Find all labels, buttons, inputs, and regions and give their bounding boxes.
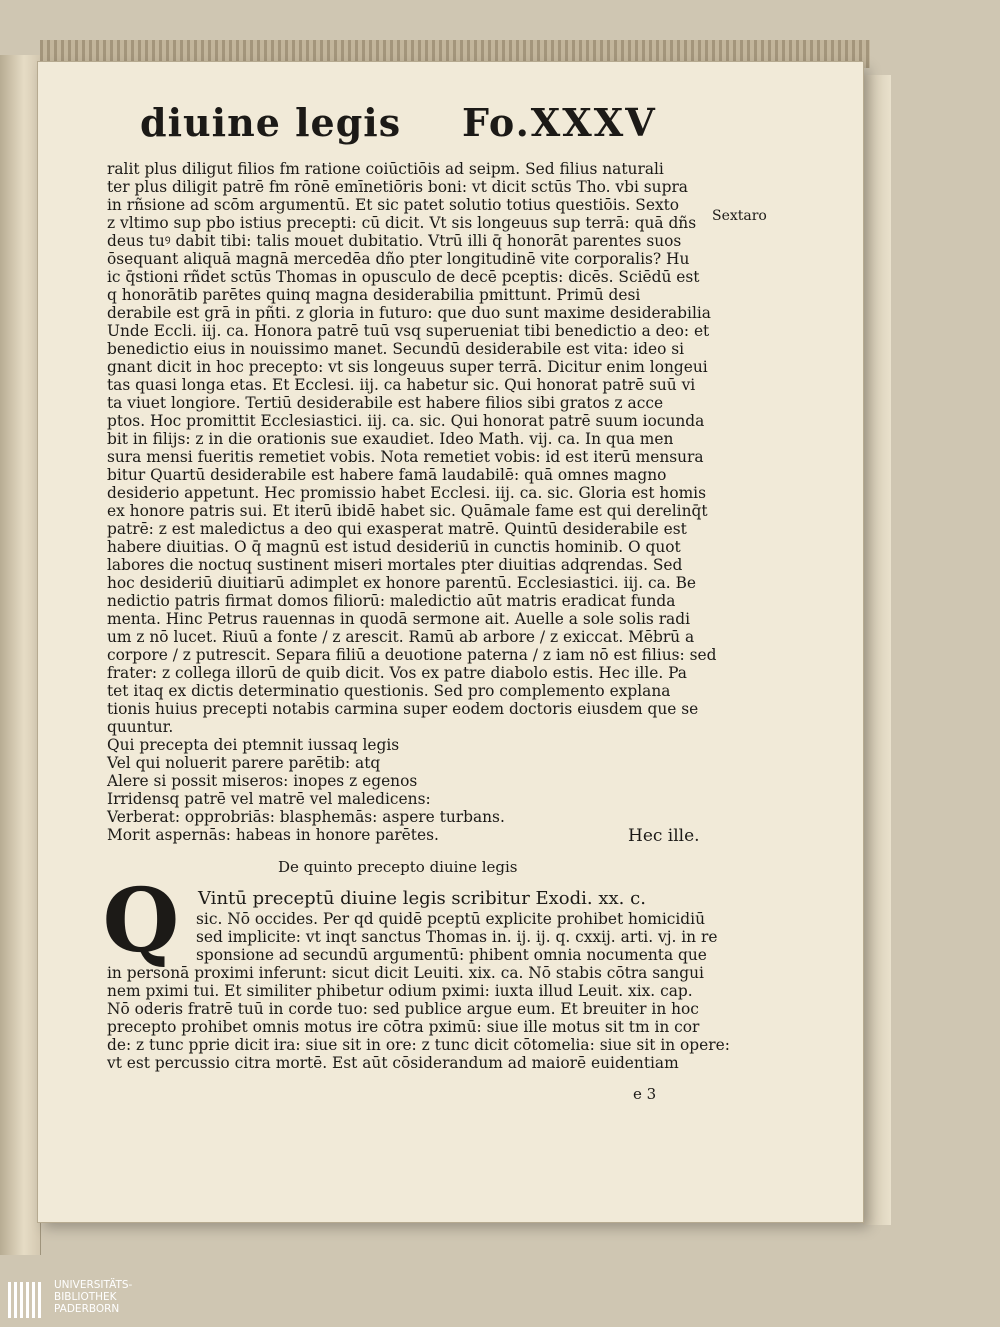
- hec-ille-closing: Hec ille.: [628, 826, 700, 846]
- text-line: nem pximi tui. Et similiter phibetur odium pximi: iuxta illud Leuit. xix. cap.: [107, 982, 693, 1000]
- folio-number: Fo.XXXV: [462, 100, 657, 145]
- text-line: tionis huius precepti notabis carmina super eodem doctoris eiusdem que se: [107, 700, 699, 718]
- text-line: ic q̄stioni rñdet sctūs Thomas in opusculo de decē pceptis: dicēs. Sciēdū est: [107, 268, 700, 286]
- text-line: tas quasi longa etas. Et Ecclesi. iij. ca habetur sic. Qui honorat patrē suū vi: [107, 376, 696, 394]
- text-line: Nō oderis fratrē tuū in corde tuo: sed publice argue eum. Et breuiter in hoc: [107, 1000, 699, 1018]
- verse-line: Vel qui noluerit parere parētib: atq: [107, 754, 381, 772]
- text-line: ter plus diligit patrē fm rōnē emīnetiōris boni: vt dicit sctūs Tho. vbi supra: [107, 178, 688, 196]
- text-line: Unde Eccli. iij. ca. Honora patrē tuū vsq superueniat tibi benedictio a deo: et: [107, 322, 710, 340]
- text-line: gnant dicit in hoc precepto: vt sis longeuus super terrā. Dicitur enim longeui: [107, 358, 708, 376]
- verse-line: Qui precepta dei ptemnit iussaq legis: [107, 736, 400, 754]
- library-logo-text: [54, 1279, 132, 1315]
- text-line: menta. Hinc Petrus rauennas in quodā sermone ait. Auelle a sole solis radi: [107, 610, 691, 628]
- text-line: in personā proximi inferunt: sicut dicit Leuiti. xix. ca. Nō stabis cōtra sangui: [107, 964, 704, 982]
- verse-line: Irridensq patrē vel matrē vel maledicens:: [107, 790, 431, 808]
- text-line: ōsequant aliquā magnā mercedēa dño pter longitudinē vite corporalis? Hu: [107, 250, 690, 268]
- verse-line: Morit aspernās: habeas in honore parētes.: [107, 826, 439, 844]
- marginal-note: Sextaro: [712, 208, 767, 224]
- text-line: ralit plus diligut filios fm ratione coiūctiōis ad seipm. Sed filius naturali: [107, 160, 664, 178]
- logo-line: UNIVERSITÄTS-: [54, 1279, 133, 1291]
- text-line: ptos. Hoc promittit Ecclesiastici. iij. ca. sic. Qui honorat patrē suum iocunda: [107, 412, 705, 430]
- verse-line: Verberat: opprobriās: blasphemās: aspere turbans.: [107, 808, 505, 826]
- left-page-edge: [0, 55, 41, 1255]
- text-line: z vltimo sup pbo istius precepti: cū dicit. Vt sis longeuus sup terrā: quā dñs: [107, 214, 697, 232]
- text-line: derabile est grā in pñti. z gloria in futuro: que duo sunt maxime desiderabilia: [107, 304, 711, 322]
- signature-mark: e 3: [633, 1085, 657, 1103]
- text-line: hoc desideriū diuitiarū adimplet ex honore parentū. Ecclesiastici. iij. ca. Be: [107, 574, 696, 592]
- text-line: sponsione ad secundū argumentū: phibent omnia nocumenta que: [196, 946, 707, 964]
- text-line: patrē: z est maledictus a deo qui exasperat matrē. Quintū desiderabile est: [107, 520, 687, 538]
- text-line: q honorātib parētes quinq magna desiderabilia pmittunt. Primū desi: [107, 286, 641, 304]
- text-line: bit in filijs: z in die orationis sue exaudiet. Ideo Math. vij. ca. In qua men: [107, 430, 674, 448]
- text-line: precepto prohibet omnis motus ire cōtra pximū: siue ille motus sit tm in cor: [107, 1018, 700, 1036]
- text-line: de: z tunc pprie dicit ira: siue sit in ore: z tunc dicit cōtomelia: siue sit in opere:: [107, 1036, 730, 1054]
- section-heading: De quinto precepto diuine legis: [278, 858, 518, 876]
- text-line: benedictio eius in nouissimo manet. Secundū desiderabile est vita: ideo si: [107, 340, 685, 358]
- text-line: corpore / z putrescit. Separa filiū a deuotione paterna / z iam nō est filius: sed: [107, 646, 717, 664]
- text-line: in rñsione ad scōm argumentū. Et sic patet solutio totius questiōis. Sexto: [107, 196, 680, 214]
- text-line: ex honore patris sui. Et iterū ibidē habet sic. Quāmale fame est qui derelinq̄t: [107, 502, 708, 520]
- section-first-line: Vintū preceptū diuine legis scribitur Exodi. xx. c.: [198, 888, 646, 909]
- text-line: tet itaq ex dictis determinatio questionis. Sed pro complemento explana: [107, 682, 671, 700]
- text-line: sic. Nō occides. Per qd quidē pceptū explicite prohibet homicidiū: [196, 910, 705, 928]
- running-title: diuine legis: [140, 100, 402, 145]
- logo-line: PADERBORN: [54, 1303, 120, 1315]
- text-line: ta viuet longiore. Tertiū desiderabile est habere filios sibi gratos z acce: [107, 394, 664, 412]
- text-line: bitur Quartū desiderabile est habere famā laudabilē: quā omnes magno: [107, 466, 667, 484]
- text-line: frater: z collega illorū de quib dicit. Vos ex patre diabolo estis. Hec ille. Pa: [107, 664, 687, 682]
- decorated-initial: Q: [102, 868, 180, 972]
- text-line: deus tuꝰ dabit tibi: talis mouet dubitatio. Vtrū illi q̄ honorāt parentes suos: [107, 232, 682, 250]
- text-line: labores die noctuq sustinent miseri mortales pter diuitias adqrendas. Sed: [107, 556, 683, 574]
- logo-line: BIBLIOTHEK: [54, 1291, 117, 1303]
- text-line: desiderio appetunt. Hec promissio habet Ecclesi. iij. ca. sic. Gloria est homis: [107, 484, 707, 502]
- text-line: sed implicite: vt inqt sanctus Thomas in. ij. ij. q. cxxij. arti. vj. in re: [196, 928, 718, 946]
- library-logo-icon: [8, 1282, 48, 1318]
- text-line: quuntur.: [107, 718, 174, 736]
- text-line: nedictio patris firmat domos filiorū: maledictio aūt matris eradicat funda: [107, 592, 676, 610]
- text-line: um z nō lucet. Riuū a fonte / z arescit. Ramū ab arbore / z exiccat. Mēbrū a: [107, 628, 695, 646]
- text-line: vt est percussio citra mortē. Est aūt cōsiderandum ad maiorē euidentiam: [107, 1054, 679, 1072]
- text-line: sura mensi fueritis remetiet vobis. Nota remetiet vobis: id est iterū mensura: [107, 448, 704, 466]
- text-line: habere diuitias. O q̄ magnū est istud desideriū in cunctis hominib. O quot: [107, 538, 681, 556]
- page-fore-edge: [863, 75, 891, 1225]
- verse-line: Alere si possit miseros: inopes z egenos: [107, 772, 418, 790]
